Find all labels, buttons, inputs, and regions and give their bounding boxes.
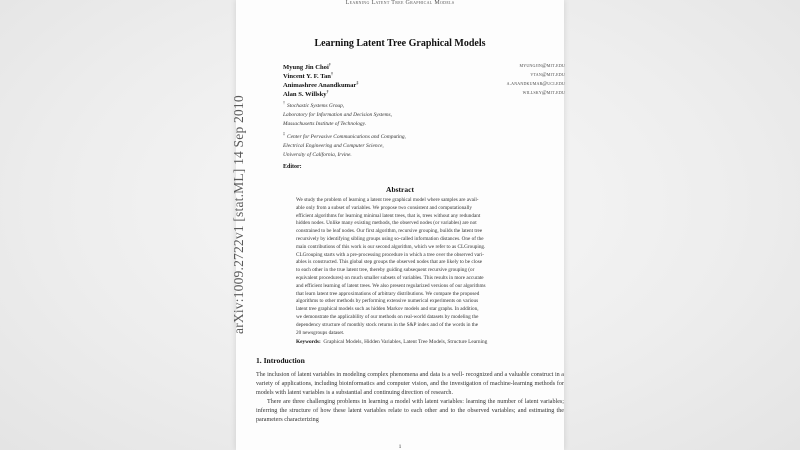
author-row bbox=[283, 62, 565, 71]
abstract-line: CLGrouping starts with a pre-processing procedure in which a tree over the observed vari- bbox=[296, 251, 484, 258]
affiliation-line: Electrical Engineering and Computer Science, bbox=[283, 142, 384, 149]
abstract-line: equivalent procedures) on much smaller subsets of variables. This results in more accurate bbox=[296, 274, 484, 281]
author-row bbox=[283, 71, 565, 80]
abstract-line: efficient algorithms for learning minimal latent trees, that is, trees without any redundant bbox=[296, 212, 481, 219]
abstract-text bbox=[296, 197, 550, 337]
body-line: to each other and to the observed variables; and estimating the parameters characterizing bbox=[256, 408, 564, 424]
abstract-heading: Abstract bbox=[386, 185, 414, 194]
author-row bbox=[283, 80, 565, 89]
abstract-line: that learn latent tree approximations of arbitrary distributions. We compare the proposed bbox=[296, 290, 480, 297]
intro-body bbox=[256, 371, 564, 426]
intro-paragraph bbox=[256, 398, 564, 425]
affiliation-line: Laboratory for Information and Decision Systems, bbox=[283, 111, 393, 118]
abstract-line: constrained to be leaf nodes. Our first algorithm, recursive grouping, builds the latent tree bbox=[296, 228, 483, 235]
body-line: recognized and a valuable construct in a variety of applications, including bioinformatics bbox=[256, 372, 565, 388]
abstract-line: dependency structure of monthly stock returns in the S&P index and of the words in the bbox=[296, 321, 479, 328]
affiliation-line: University of California, Irvine. bbox=[283, 151, 352, 158]
author-name: Animashree Anandkumar‡ bbox=[283, 80, 359, 90]
keywords bbox=[296, 339, 556, 345]
author-block bbox=[283, 62, 565, 98]
author-email: willsky@mit.edu bbox=[522, 91, 565, 96]
affiliation-line: Massachusetts Institute of Technology. bbox=[283, 120, 367, 127]
author-name: Myung Jin Choi† bbox=[283, 62, 331, 72]
keywords-list: Graphical Models, Hidden Variables, Latent Tree Models, Structure Learning bbox=[323, 339, 488, 345]
abstract-line: main contributions of this work is our second algorithm, which we refer to as CLGrouping. bbox=[296, 243, 486, 250]
body-line: The inclusion of latent variables in modeling complex phenomena and data is a well- bbox=[256, 372, 465, 378]
affiliation-line: ‡Center for Pervasive Communications and Computing, bbox=[283, 130, 406, 140]
body-line: and computer vision, and the investigation of machine-learning methods for models with bbox=[256, 381, 564, 397]
abstract-line: and efficient learning of latent trees. We also present regularized versions of our algorithms bbox=[296, 282, 486, 289]
author-row bbox=[283, 89, 565, 98]
author-email: myungjin@mit.edu bbox=[519, 64, 565, 69]
abstract-line: we demonstrate the applicability of our methods on real-world datasets by modeling the bbox=[296, 313, 479, 320]
abstract-line: We study the problem of learning a latent tree graphical model where samples are avail- bbox=[296, 197, 479, 203]
affiliation-line: †Stochastic Systems Group, bbox=[283, 100, 345, 109]
author-name: Alan S. Willsky† bbox=[283, 89, 329, 99]
editor-label: Editor: bbox=[283, 164, 302, 170]
abstract-line: algorithms to other methods by performing extensive numerical experiments on various bbox=[296, 298, 479, 305]
body-line: the number of latent variables; inferring the structure of how these latent variables relate bbox=[256, 399, 564, 415]
abstract-line: latent tree graphical models such as hidden Markov models and star graphs. In addition, bbox=[296, 306, 479, 313]
abstract-line: to each other in the true latent tree, thereby guiding subsequent recursive grouping (or bbox=[296, 267, 475, 274]
abstract-line: hidden nodes. Unlike many existing methods, the observed nodes (or variables) are not bbox=[296, 220, 477, 227]
affiliations bbox=[283, 98, 563, 160]
body-line: There are three challenging problems in learning a model with latent variables: learning bbox=[267, 399, 486, 406]
keywords-label: Keywords: bbox=[296, 339, 321, 345]
body-line: latent variables is a substantial and continuing direction of research. bbox=[287, 390, 453, 397]
abstract-line: ables is constructed. This global step groups the observed nodes that are likely to be close bbox=[296, 259, 483, 266]
section-heading: 1. Introduction bbox=[256, 356, 305, 365]
page-number: 1 bbox=[398, 444, 402, 450]
running-head: Learning Latent Tree Graphical Models bbox=[345, 0, 455, 6]
author-name: Vincent Y. F. Tan† bbox=[283, 71, 333, 81]
abstract-line: 20 newsgroups dataset. bbox=[296, 329, 345, 336]
author-email: a.anandkumar@uci.edu bbox=[506, 82, 565, 87]
abstract-line: able only from a subset of variables. We propose two consistent and computationally bbox=[296, 204, 472, 211]
paper-title: Learning Latent Tree Graphical Models bbox=[314, 38, 486, 49]
author-email: vtan@mit.edu bbox=[530, 73, 565, 78]
intro-paragraph bbox=[256, 371, 564, 398]
abstract-line: recursively by identifying sibling groups using so-called information distances. One of the bbox=[296, 235, 484, 242]
arxiv-identifier: arXiv:1009.2722v1 [stat.ML] 14 Sep 2010 bbox=[231, 95, 246, 334]
